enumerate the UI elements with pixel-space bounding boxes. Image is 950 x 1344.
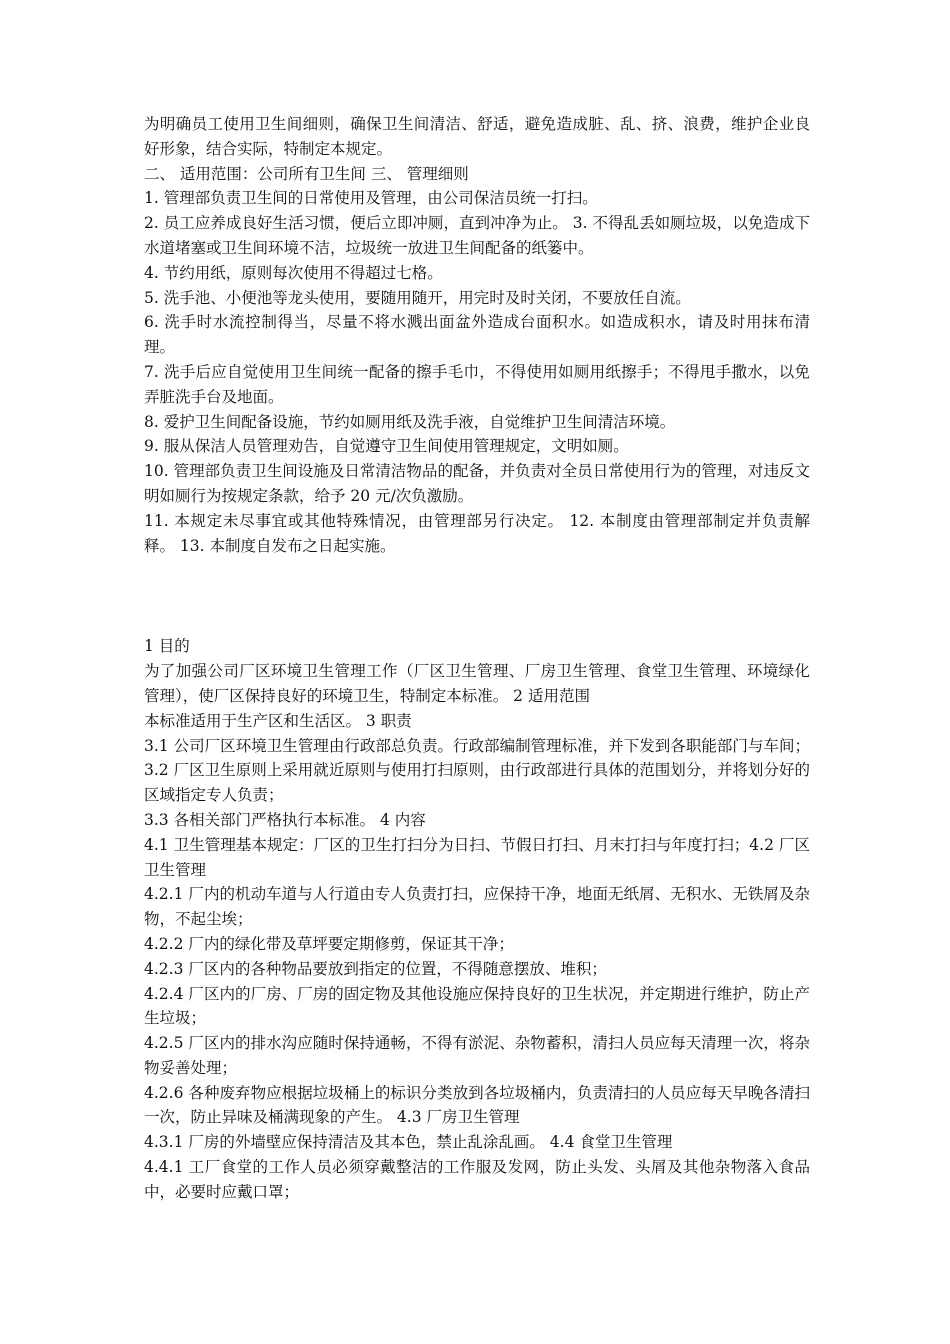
paragraph: 1. 管理部负责卫生间的日常使用及管理，由公司保洁员统一打扫。: [144, 189, 598, 208]
paragraph: 8. 爱护卫生间配备设施，节约如厕用纸及洗手液，自觉维护卫生间清洁环境。: [144, 412, 676, 431]
paragraph: 4.2.6 各种废弃物应根据垃圾桶上的标识分类放到各垃圾桶内，负责清扫的人员应每天早晚各清扫一次，防止异味及桶满现象的产生。 4.3 厂房卫生管理: [144, 1083, 810, 1127]
paragraph: 3.3 各相关部门严格执行本标准。 4 内容: [144, 810, 426, 829]
document-page: [144, 112, 810, 1205]
paragraph: 4.2.3 厂区内的各种物品要放到指定的位置，不得随意摆放、堆积；: [144, 959, 607, 978]
paragraph: 7. 洗手后应自觉使用卫生间统一配备的擦手毛巾，不得使用如厕用纸擦手；不得甩手撒水，以免弄脏洗手台及地面。: [144, 362, 810, 406]
paragraph: 1 目的: [144, 637, 190, 656]
restroom-rules-section: [144, 112, 810, 558]
paragraph: 4.2.4 厂区内的厂房、厂房的固定物及其他设施应保持良好的卫生状况，并定期进行维护，防止产生垃圾；: [144, 984, 810, 1028]
paragraph: 10. 管理部负责卫生间设施及日常清洁物品的配备，并负责对全员日常使用行为的管理，对违反文明如厕行为按规定条款，给予 20 元/次负激励。: [144, 462, 810, 505]
factory-hygiene-section: [144, 634, 810, 1204]
paragraph: 4.1 卫生管理基本规定：厂区的卫生打扫分为日扫、节假日打扫、月末打扫与年度打扫；4.2 厂区卫生管理: [144, 835, 810, 879]
paragraph: 5. 洗手池、小便池等龙头使用，要随用随开，用完时及时关闭，不要放任自流。: [144, 288, 691, 307]
paragraph: 3.1 公司厂区环境卫生管理由行政部总负责。行政部编制管理标准，并下发到各职能部门与车间；3.2 厂区卫生原则上采用就近原则与使用打扫原则，由行政部进行具体的范围划分，并将划分好的区域指定专人负责；: [144, 736, 810, 805]
paragraph: 4.3.1 厂房的外墙壁应保持清洁及其本色，禁止乱涂乱画。 4.4 食堂卫生管理: [144, 1133, 673, 1152]
paragraph: 二、 适用范围：公司所有卫生间 三、 管理细则: [144, 164, 469, 183]
paragraph: 9. 服从保洁人员管理劝告，自觉遵守卫生间使用管理规定，文明如厕。: [144, 437, 629, 456]
paragraph: 本标准适用于生产区和生活区。 3 职责: [144, 711, 412, 730]
paragraph: 11. 本规定未尽事宜或其他特殊情况，由管理部另行决定。 12. 本制度由管理部制定并负责解释。 13. 本制度自发布之日起实施。: [144, 511, 810, 555]
paragraph: 4.2.5 厂区内的排水沟应随时保持通畅，不得有淤泥、杂物蓄积，清扫人员应每天清理一次，将杂物妥善处理；: [144, 1034, 810, 1077]
paragraph: 4. 节约用纸，原则每次使用不得超过七格。: [144, 263, 443, 282]
paragraph: 4.4.1 工厂食堂的工作人员必须穿戴整洁的工作服及发网，防止头发、头屑及其他杂物落入食品中，必要时应戴口罩；: [144, 1158, 810, 1201]
paragraph: 2. 员工应养成良好生活习惯，便后立即冲厕，直到冲净为止。 3. 不得乱丢如厕垃圾，以免造成下水道堵塞或卫生间环境不洁，垃圾统一放进卫生间配备的纸篓中。: [144, 214, 810, 257]
paragraph: 6. 洗手时水流控制得当，尽量不将水溅出面盆外造成台面积水。如造成积水，请及时用抹布清理。: [144, 313, 810, 357]
paragraph: 4.2.2 厂内的绿化带及草坪要定期修剪，保证其干净；: [144, 934, 514, 953]
paragraph: 为明确员工使用卫生间细则，确保卫生间清洁、舒适，避免造成脏、乱、挤、浪费，维护企业良好形象，结合实际，特制定本规定。: [144, 115, 810, 158]
paragraph: 为了加强公司厂区环境卫生管理工作（厂区卫生管理、厂房卫生管理、食堂卫生管理、环境绿化管理），使厂区保持良好的环境卫生，特制定本标准。 2 适用范围: [144, 662, 810, 705]
paragraph: 4.2.1 厂内的机动车道与人行道由专人负责打扫，应保持干净，地面无纸屑、无积水、无铁屑及杂物，不起尘埃；: [144, 885, 810, 929]
